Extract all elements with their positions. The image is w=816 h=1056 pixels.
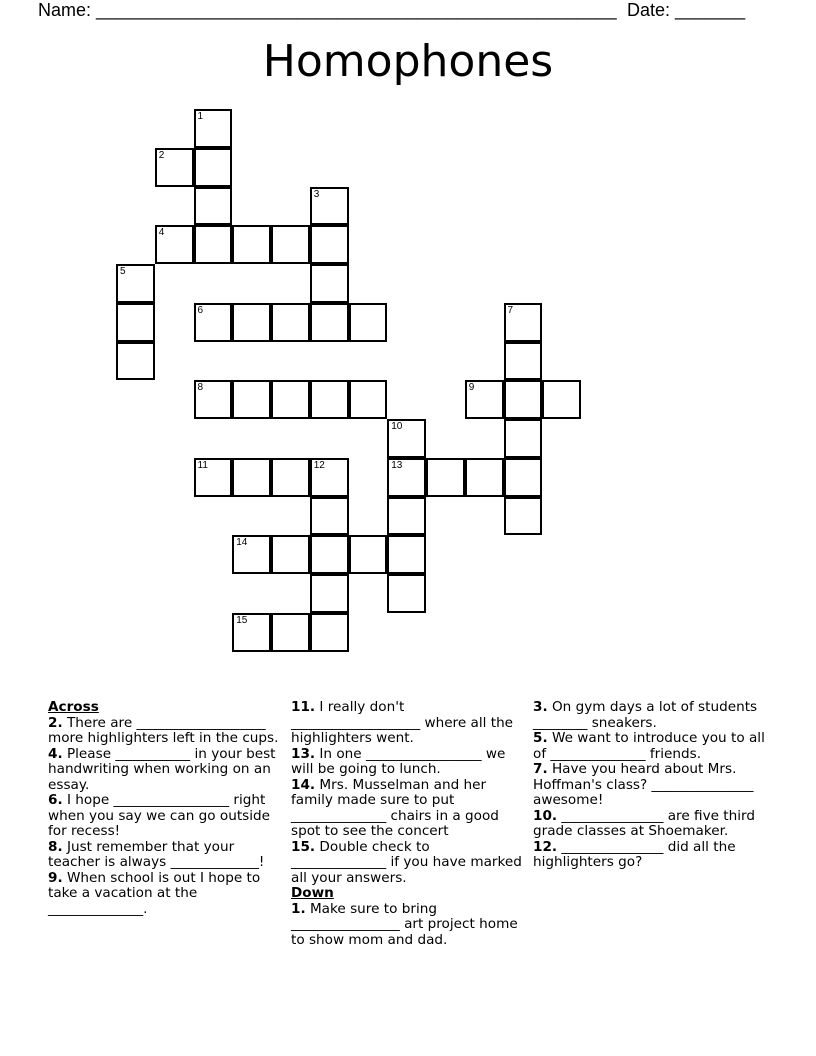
clue-number: 6 xyxy=(197,304,204,316)
clue-text: _______________ are five third grade classes at Shoemaker. xyxy=(533,807,755,839)
clue-text: Just remember that your teacher is always _____________! xyxy=(48,838,265,870)
clue-number: 1 xyxy=(197,111,204,122)
grid-cell[interactable] xyxy=(116,303,155,342)
clue-across xyxy=(48,793,283,840)
clue-text: Please ___________ in your best handwriting when working on an essay. xyxy=(48,745,276,793)
clue-number: 4 xyxy=(158,227,165,239)
page-title: Homophones xyxy=(262,36,554,87)
clue-number: 13 xyxy=(391,459,403,471)
clue-number: 7. xyxy=(533,761,548,777)
clue-down xyxy=(533,840,768,871)
clue-number: 15. xyxy=(291,838,316,855)
grid-cell[interactable] xyxy=(310,535,349,574)
date-field[interactable]: Date: _______ xyxy=(627,0,746,20)
clue-number: 15 xyxy=(236,614,248,626)
clue-across xyxy=(48,840,283,871)
clue-number: 12. xyxy=(533,838,558,855)
clue-across xyxy=(48,871,283,918)
grid-cell[interactable] xyxy=(232,535,271,574)
clue-across xyxy=(48,716,283,747)
clue-number: 3. xyxy=(533,699,548,715)
clue-text: Make sure to bring ________________ art project home to show mom and dad. xyxy=(291,900,518,948)
clue-number: 3 xyxy=(313,188,320,200)
clue-text: _______________ did all the highlighters go? xyxy=(533,838,736,870)
grid-cell[interactable] xyxy=(232,380,271,419)
grid-cell[interactable] xyxy=(194,148,233,187)
clue-text: On gym days a lot of students ________ sneakers. xyxy=(533,699,758,731)
clue-number: 10 xyxy=(391,421,403,432)
grid-cell[interactable] xyxy=(194,303,233,342)
grid-cell[interactable] xyxy=(310,225,349,264)
grid-cell[interactable] xyxy=(504,303,543,342)
clue-number: 6. xyxy=(48,792,63,808)
grid-cell[interactable] xyxy=(387,419,426,458)
grid-cell[interactable] xyxy=(155,225,194,264)
clue-number: 11. xyxy=(291,699,316,715)
grid-cell[interactable] xyxy=(271,380,310,419)
grid-cell[interactable] xyxy=(349,380,388,419)
clue-down xyxy=(291,902,526,949)
grid-cell[interactable] xyxy=(387,574,426,613)
grid-cell[interactable] xyxy=(194,380,233,419)
grid-cell[interactable] xyxy=(310,497,349,536)
grid-cell[interactable] xyxy=(310,264,349,303)
name-field[interactable]: Name: ____________________________________________________ xyxy=(38,0,617,20)
grid-cell[interactable] xyxy=(310,187,349,226)
clue-number: 5 xyxy=(120,266,126,277)
grid-cell[interactable] xyxy=(504,380,543,419)
grid-cell[interactable] xyxy=(349,303,388,342)
grid-cell[interactable] xyxy=(426,458,465,497)
clue-number: 9. xyxy=(48,869,63,886)
clue-number: 5. xyxy=(533,730,548,746)
clues-column-2 xyxy=(291,700,526,948)
clue-number: 9 xyxy=(468,382,475,394)
grid-cell[interactable] xyxy=(194,109,233,148)
grid-cell[interactable] xyxy=(271,225,310,264)
clue-number: 14 xyxy=(236,537,248,549)
grid-cell[interactable] xyxy=(194,225,233,264)
clue-down xyxy=(533,700,768,731)
clue-text: When school is out I hope to take a vacation at the ______________. xyxy=(48,869,261,917)
grid-cell[interactable] xyxy=(232,458,271,497)
clue-down xyxy=(533,731,768,762)
clue-number: 2 xyxy=(158,149,165,161)
clue-across xyxy=(48,747,283,794)
clue-text: In one _________________ we will be going to lunch. xyxy=(291,745,506,777)
grid-cell[interactable] xyxy=(310,613,349,652)
grid-cell[interactable] xyxy=(232,303,271,342)
clue-number: 10. xyxy=(533,807,558,824)
grid-cell[interactable] xyxy=(542,380,581,419)
across-heading: Across xyxy=(48,699,99,715)
clue-text: Mrs. Musselman and her family made sure to put ______________ chairs in a good spot to see the concert xyxy=(291,776,499,839)
clue-number: 8. xyxy=(48,838,63,855)
grid-cell[interactable] xyxy=(349,535,388,574)
grid-cell[interactable] xyxy=(194,187,233,226)
grid-cell[interactable] xyxy=(465,380,504,419)
grid-cell[interactable] xyxy=(310,380,349,419)
grid-cell[interactable] xyxy=(232,613,271,652)
grid-cell[interactable] xyxy=(232,225,271,264)
grid-cell[interactable] xyxy=(310,303,349,342)
grid-cell[interactable] xyxy=(116,342,155,381)
clue-number: 11 xyxy=(197,459,208,471)
grid-cell[interactable] xyxy=(155,148,194,187)
clue-number: 13. xyxy=(291,745,316,762)
clue-text: I really don't ___________________ where all the highlighters went. xyxy=(291,699,514,746)
grid-cell[interactable] xyxy=(387,497,426,536)
clue-across xyxy=(291,700,526,747)
grid-cell[interactable] xyxy=(387,535,426,574)
clue-across xyxy=(291,778,526,840)
clue-down xyxy=(533,762,768,809)
clue-text: Have you heard about Mrs. Hoffman's class? _______________ awesome! xyxy=(533,761,754,808)
clue-down xyxy=(533,809,768,840)
clue-number: 14. xyxy=(291,776,316,793)
grid-cell[interactable] xyxy=(504,419,543,458)
clue-text: Double check to ______________ if you have marked all your answers. xyxy=(291,838,522,886)
grid-cell[interactable] xyxy=(271,458,310,497)
grid-cell[interactable] xyxy=(310,574,349,613)
grid-cell[interactable] xyxy=(271,535,310,574)
clue-number: 12 xyxy=(313,459,325,471)
grid-cell[interactable] xyxy=(387,458,426,497)
grid-cell[interactable] xyxy=(504,342,543,381)
clue-number: 8 xyxy=(197,382,204,394)
grid-cell[interactable] xyxy=(116,264,155,303)
clue-number: 7 xyxy=(507,304,514,316)
clues-column-1 xyxy=(48,700,283,917)
grid-cell[interactable] xyxy=(310,458,349,497)
clue-across xyxy=(291,840,526,887)
clue-across xyxy=(291,747,526,778)
clue-number: 4. xyxy=(48,745,63,762)
grid-cell[interactable] xyxy=(504,497,543,536)
clue-text: We want to introduce you to all of ______________ friends. xyxy=(533,730,765,762)
clue-text: I hope _________________ right when you say we can go outside for recess! xyxy=(48,792,271,839)
clue-text: There are ___________________ more highlighters left in the cups. xyxy=(48,714,279,746)
down-heading: Down xyxy=(291,885,334,901)
grid-cell[interactable] xyxy=(271,303,310,342)
clues-column-3 xyxy=(533,700,768,871)
clue-number: 1. xyxy=(291,900,306,917)
clue-number: 2. xyxy=(48,714,63,731)
grid-cell[interactable] xyxy=(465,458,504,497)
grid-cell[interactable] xyxy=(271,613,310,652)
grid-cell[interactable] xyxy=(504,458,543,497)
grid-cell[interactable] xyxy=(194,458,233,497)
